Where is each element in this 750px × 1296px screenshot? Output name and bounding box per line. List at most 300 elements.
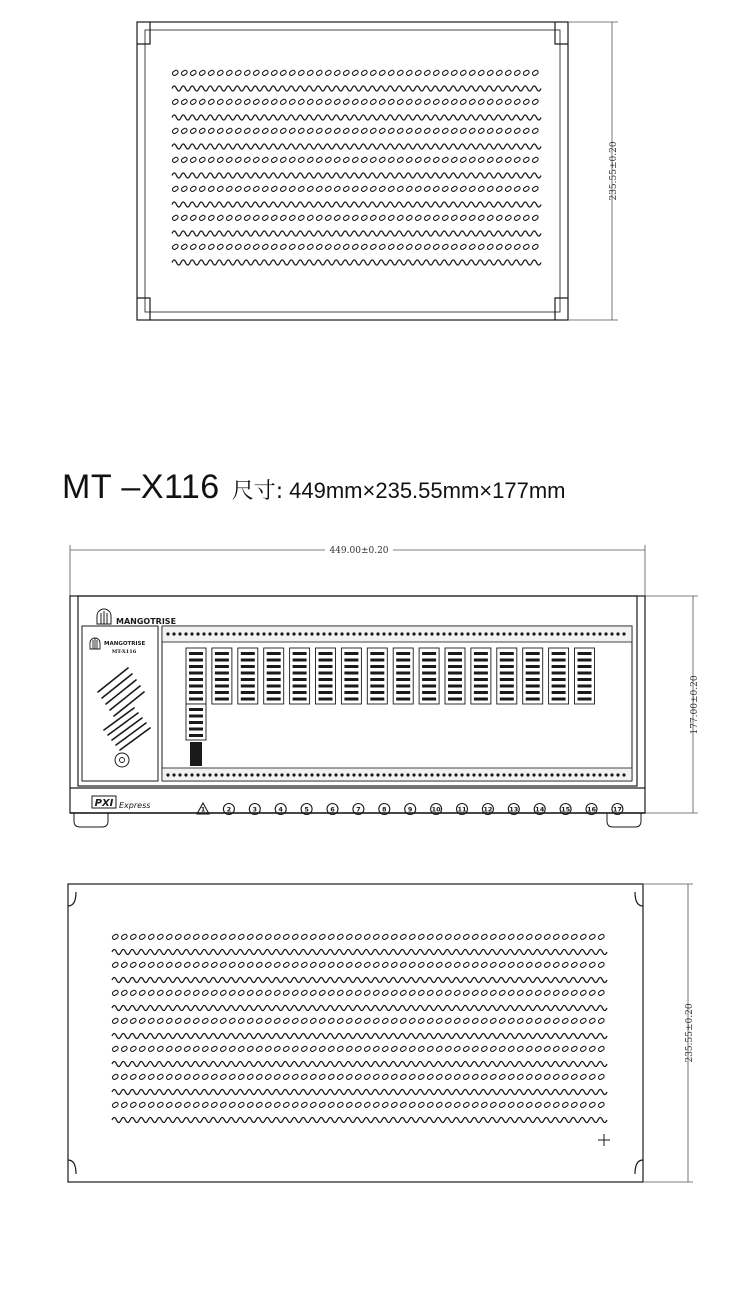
vent-slot [355, 1102, 362, 1109]
connector-pins [344, 698, 358, 701]
vent-slot [382, 990, 389, 997]
vent-slot [175, 1006, 184, 1011]
vent-slot [508, 1102, 515, 1109]
rail-hole [328, 773, 331, 776]
vent-slot [310, 1074, 317, 1081]
vent-slot [580, 1074, 587, 1081]
connector-pins [500, 672, 514, 675]
vent-slot [193, 1090, 202, 1095]
vent-slot [478, 202, 487, 207]
vent-slot [445, 1006, 454, 1011]
vent-slot [292, 1090, 301, 1095]
connector-pins [474, 652, 488, 655]
vent-slot [244, 231, 253, 236]
vent-slot [280, 260, 289, 265]
vent-slot [112, 962, 119, 969]
vent-slot [202, 1034, 211, 1039]
rail-hole [412, 632, 415, 635]
vent-slot [499, 978, 508, 983]
power-button[interactable] [115, 753, 129, 767]
rail-hole [418, 632, 421, 635]
vent-slot [325, 128, 332, 135]
vent-slot [490, 1006, 499, 1011]
vent-slot [598, 962, 605, 969]
vent-slot [361, 115, 370, 120]
connector-pins [344, 659, 358, 662]
vent-slot [112, 1090, 121, 1095]
vent-slot [271, 215, 278, 222]
connector-pins [474, 678, 488, 681]
connector-pins [552, 665, 566, 668]
vent-slot [433, 173, 442, 178]
vent-slot [442, 244, 449, 251]
vent-slot [217, 157, 224, 164]
vent-slot [460, 128, 467, 135]
vent-slot [208, 173, 217, 178]
vent-slot [364, 1102, 371, 1109]
vent-slot [505, 144, 514, 149]
vent-slot [418, 962, 425, 969]
vent-slot [517, 1034, 526, 1039]
slot-number: 11 [457, 805, 467, 814]
vent-slot [193, 1034, 202, 1039]
vent-slot [442, 260, 451, 265]
vent-slot [271, 128, 278, 135]
rail-hole [448, 773, 451, 776]
vent-slot [157, 1018, 164, 1025]
vent-slot [202, 1090, 211, 1095]
vent-slot [175, 1046, 182, 1053]
vent-slot [397, 144, 406, 149]
vent-slot [148, 978, 157, 983]
rail-hole [568, 632, 571, 635]
vent-slot [535, 1074, 542, 1081]
vent-slot [472, 1018, 479, 1025]
rail-hole [268, 632, 271, 635]
vent-slot [496, 70, 503, 77]
vent-slot [472, 1074, 479, 1081]
vent-slot [535, 1090, 544, 1095]
vent-slot [406, 215, 413, 222]
rail-hole [574, 632, 577, 635]
vent-slot [598, 1118, 607, 1123]
rail-hole [436, 632, 439, 635]
vent-slot [217, 231, 226, 236]
vent-slot [247, 990, 254, 997]
slot-number: 1 [200, 805, 206, 814]
rail-hole [298, 773, 301, 776]
vent-slot [310, 1062, 319, 1067]
rail-hole [370, 632, 373, 635]
vent-slot [256, 1118, 265, 1123]
vent-slot [490, 1090, 499, 1095]
vent-slot [247, 1018, 254, 1025]
vent-slot [460, 70, 467, 77]
vent-slot [328, 1118, 337, 1123]
vent-slot [130, 962, 137, 969]
vent-slot [346, 950, 355, 955]
connector-pins [448, 652, 462, 655]
vent-slot [508, 978, 517, 983]
vent-slot [355, 1018, 362, 1025]
vent-slot [532, 144, 541, 149]
vent-slot [508, 1018, 515, 1025]
vent-slot [379, 115, 388, 120]
vent-slot [532, 244, 539, 251]
vent-slot [463, 1034, 472, 1039]
vent-slot [397, 128, 404, 135]
vent-slot [202, 1074, 209, 1081]
connector-pins [189, 665, 203, 668]
vent-slot [553, 1018, 560, 1025]
vent-slot [379, 215, 386, 222]
vent-slot [478, 260, 487, 265]
vent-slot [121, 1074, 128, 1081]
vent-slot [301, 1046, 308, 1053]
vent-slot [280, 231, 289, 236]
vent-slot [328, 1090, 337, 1095]
vent-slot [415, 231, 424, 236]
connector-pins [422, 652, 436, 655]
vent-slot [391, 950, 400, 955]
vent-slot [355, 934, 362, 941]
vent-slot [181, 70, 188, 77]
vent-slot [172, 202, 181, 207]
vent-slot [526, 978, 535, 983]
vent-slot [238, 950, 247, 955]
vent-slot [346, 1118, 355, 1123]
vent-slot [481, 990, 488, 997]
vent-slot [406, 86, 415, 91]
vent-slot [283, 934, 290, 941]
vent-slot [244, 260, 253, 265]
vent-slot [289, 173, 298, 178]
vent-slot [469, 128, 476, 135]
vent-slot [454, 978, 463, 983]
slot-connector [367, 648, 387, 704]
vent-slot [364, 1062, 373, 1067]
rail-hole [412, 773, 415, 776]
vent-slot [172, 115, 181, 120]
vent-slot [436, 1018, 443, 1025]
rail-hole [556, 632, 559, 635]
vent-slot [571, 962, 578, 969]
vent-slot [226, 260, 235, 265]
vent-slot [355, 1034, 364, 1039]
vent-slot [523, 186, 530, 193]
rail-hole [328, 632, 331, 635]
vent-slot [490, 1034, 499, 1039]
vent-slot [199, 260, 208, 265]
vent-slot [337, 1062, 346, 1067]
slot-connector [497, 648, 517, 704]
vent-slot [265, 1062, 274, 1067]
vent-slot [292, 934, 299, 941]
connector-pins [293, 685, 307, 688]
vent-slot [289, 244, 296, 251]
vent-slot [298, 99, 305, 106]
vent-slot [328, 1034, 337, 1039]
vent-slot [544, 1034, 553, 1039]
vent-slot [256, 934, 263, 941]
vent-slot [580, 1090, 589, 1095]
vent-slot [181, 128, 188, 135]
connector-pins [578, 678, 592, 681]
vent-slot [319, 1046, 326, 1053]
vent-slot [274, 962, 281, 969]
vent-slot [184, 990, 191, 997]
vent-slot [391, 934, 398, 941]
vent-slot [499, 1102, 506, 1109]
vent-slot [436, 934, 443, 941]
vent-slot [139, 1074, 146, 1081]
vent-slot [451, 86, 460, 91]
rail-hole [208, 773, 211, 776]
brand-name: MANGOTRISE [116, 617, 177, 626]
vent-slot [379, 157, 386, 164]
vent-slot [499, 1018, 506, 1025]
vent-slot [355, 978, 364, 983]
vent-slot [406, 70, 413, 77]
vent-slot [517, 990, 524, 997]
vent-slot [283, 978, 292, 983]
vent-slot [166, 1006, 175, 1011]
vent-slot [523, 215, 530, 222]
vent-slot [427, 1090, 436, 1095]
vent-slot [274, 1062, 283, 1067]
vent-slot [508, 1046, 515, 1053]
vent-slot [436, 978, 445, 983]
vent-slot [175, 1062, 184, 1067]
vent-slot [166, 978, 175, 983]
vent-slot [517, 1006, 526, 1011]
vent-slot [130, 1006, 139, 1011]
vent-slot [307, 231, 316, 236]
rail-hole [166, 632, 169, 635]
connector-pins [526, 652, 540, 655]
vent-slot [571, 1034, 580, 1039]
rail-hole [262, 773, 265, 776]
slot-connector [341, 648, 361, 704]
vent-slot [298, 215, 305, 222]
vent-slot [181, 144, 190, 149]
vent-slot [427, 1074, 434, 1081]
vent-slot [274, 1102, 281, 1109]
vent-slot [343, 260, 352, 265]
vent-slot [265, 1118, 274, 1123]
vent-slot [535, 1034, 544, 1039]
vent-slot [370, 157, 377, 164]
vent-slot [598, 1046, 605, 1053]
vent-slot [370, 144, 379, 149]
vent-slot [490, 1102, 497, 1109]
vent-slot [400, 1046, 407, 1053]
vent-slot [325, 215, 332, 222]
rail-hole [580, 773, 583, 776]
vent-slot [298, 86, 307, 91]
rail-hole [232, 632, 235, 635]
vent-slot [235, 260, 244, 265]
connector-pins [500, 678, 514, 681]
vent-slot [445, 1102, 452, 1109]
connector-pins [189, 715, 203, 718]
vent-slot [418, 1046, 425, 1053]
vent-slot [190, 244, 197, 251]
connector-pins [448, 691, 462, 694]
vent-slot [370, 86, 379, 91]
vent-slot [229, 1118, 238, 1123]
vent-slot [139, 1102, 146, 1109]
vent-slot [463, 950, 472, 955]
vent-slot [256, 950, 265, 955]
vent-slot [247, 1034, 256, 1039]
vent-slot [265, 978, 274, 983]
vent-slot [352, 173, 361, 178]
vent-slot [334, 115, 343, 120]
vent-slot [346, 1090, 355, 1095]
vent-slot [505, 99, 512, 106]
vent-slot [157, 1102, 164, 1109]
vent-slot [460, 186, 467, 193]
vent-slot [463, 934, 470, 941]
vent-slot [532, 202, 541, 207]
vent-slot [589, 1018, 596, 1025]
rail-hole [388, 773, 391, 776]
vent-slot [478, 115, 487, 120]
vent-slot [373, 950, 382, 955]
connector-pins [396, 659, 410, 662]
vent-slot [391, 1034, 400, 1039]
vent-slot [244, 86, 253, 91]
left-foot [74, 813, 108, 827]
vent-slot [490, 1046, 497, 1053]
vent-slot [526, 1102, 533, 1109]
vent-slot [472, 1090, 481, 1095]
vent-slot [427, 1046, 434, 1053]
rail-hole [214, 773, 217, 776]
rail-hole [406, 773, 409, 776]
vent-slot [319, 1018, 326, 1025]
rail-hole [376, 632, 379, 635]
vent-slot [208, 128, 215, 135]
connector-pins [241, 698, 255, 701]
vent-slot [172, 186, 179, 193]
slot-connector [238, 648, 258, 704]
vent-slot [544, 950, 553, 955]
vent-slot [325, 157, 332, 164]
vent-slot [217, 128, 224, 135]
vent-slot [391, 962, 398, 969]
vent-slot [472, 962, 479, 969]
vent-slot [424, 231, 433, 236]
vent-slot [418, 934, 425, 941]
vent-slot [229, 978, 238, 983]
vent-slot [337, 950, 346, 955]
vent-slot [121, 1118, 130, 1123]
vent-slot [121, 990, 128, 997]
vent-slot [316, 115, 325, 120]
vent-slot [292, 1074, 299, 1081]
vent-slot [247, 950, 256, 955]
vent-slot [562, 978, 571, 983]
vent-slot [544, 990, 551, 997]
vent-slot [346, 934, 353, 941]
vent-slot [487, 244, 494, 251]
vent-slot [391, 1102, 398, 1109]
vent-slot [589, 1074, 596, 1081]
vent-slot [472, 990, 479, 997]
rail-hole [172, 773, 175, 776]
vent-slot [172, 231, 181, 236]
vent-slot [424, 260, 433, 265]
vent-slot [211, 1118, 220, 1123]
vent-slot [487, 70, 494, 77]
vent-slot [319, 1090, 328, 1095]
vent-slot [544, 978, 553, 983]
vent-slot [490, 962, 497, 969]
rail-hole [562, 773, 565, 776]
rail-hole [352, 632, 355, 635]
vent-slot [301, 990, 308, 997]
vent-slot [166, 1046, 173, 1053]
vent-slot [172, 215, 179, 222]
vent-slot [478, 144, 487, 149]
connector-pins [189, 652, 203, 655]
vent-slot [499, 1046, 506, 1053]
vent-slot [238, 1074, 245, 1081]
vent-slot [337, 978, 346, 983]
vent-slot [379, 231, 388, 236]
vent-slot [184, 1090, 193, 1095]
rail-hole [184, 632, 187, 635]
vent-slot [346, 978, 355, 983]
vent-slot [436, 990, 443, 997]
vent-slot [544, 1074, 551, 1081]
vent-slot [283, 962, 290, 969]
vent-slot [328, 990, 335, 997]
vent-slot [436, 1006, 445, 1011]
vent-slot [217, 202, 226, 207]
vent-slot [307, 128, 314, 135]
vent-slot [499, 962, 506, 969]
vent-slot [463, 1062, 472, 1067]
vent-slot [112, 1062, 121, 1067]
connector-pins [267, 652, 281, 655]
vent-slot [508, 934, 515, 941]
vent-slot [544, 934, 551, 941]
vent-slot [517, 1118, 526, 1123]
vent-slot [562, 1018, 569, 1025]
vent-slot [181, 86, 190, 91]
connector-pins [500, 665, 514, 668]
rail-hole [418, 773, 421, 776]
vent-slot [316, 186, 323, 193]
vent-slot [589, 990, 596, 997]
vent-slot [325, 260, 334, 265]
rail-hole [340, 632, 343, 635]
vent-slot [226, 173, 235, 178]
connector-pins [241, 652, 255, 655]
rail-hole [226, 773, 229, 776]
slot-connector [290, 648, 310, 704]
connector-pins [422, 665, 436, 668]
vent-slot [433, 99, 440, 106]
vent-slot [220, 978, 229, 983]
front-height-label: 177.00±0.20 [690, 675, 700, 735]
vent-slot [352, 128, 359, 135]
vent-slot [535, 1046, 542, 1053]
vent-slot [469, 215, 476, 222]
